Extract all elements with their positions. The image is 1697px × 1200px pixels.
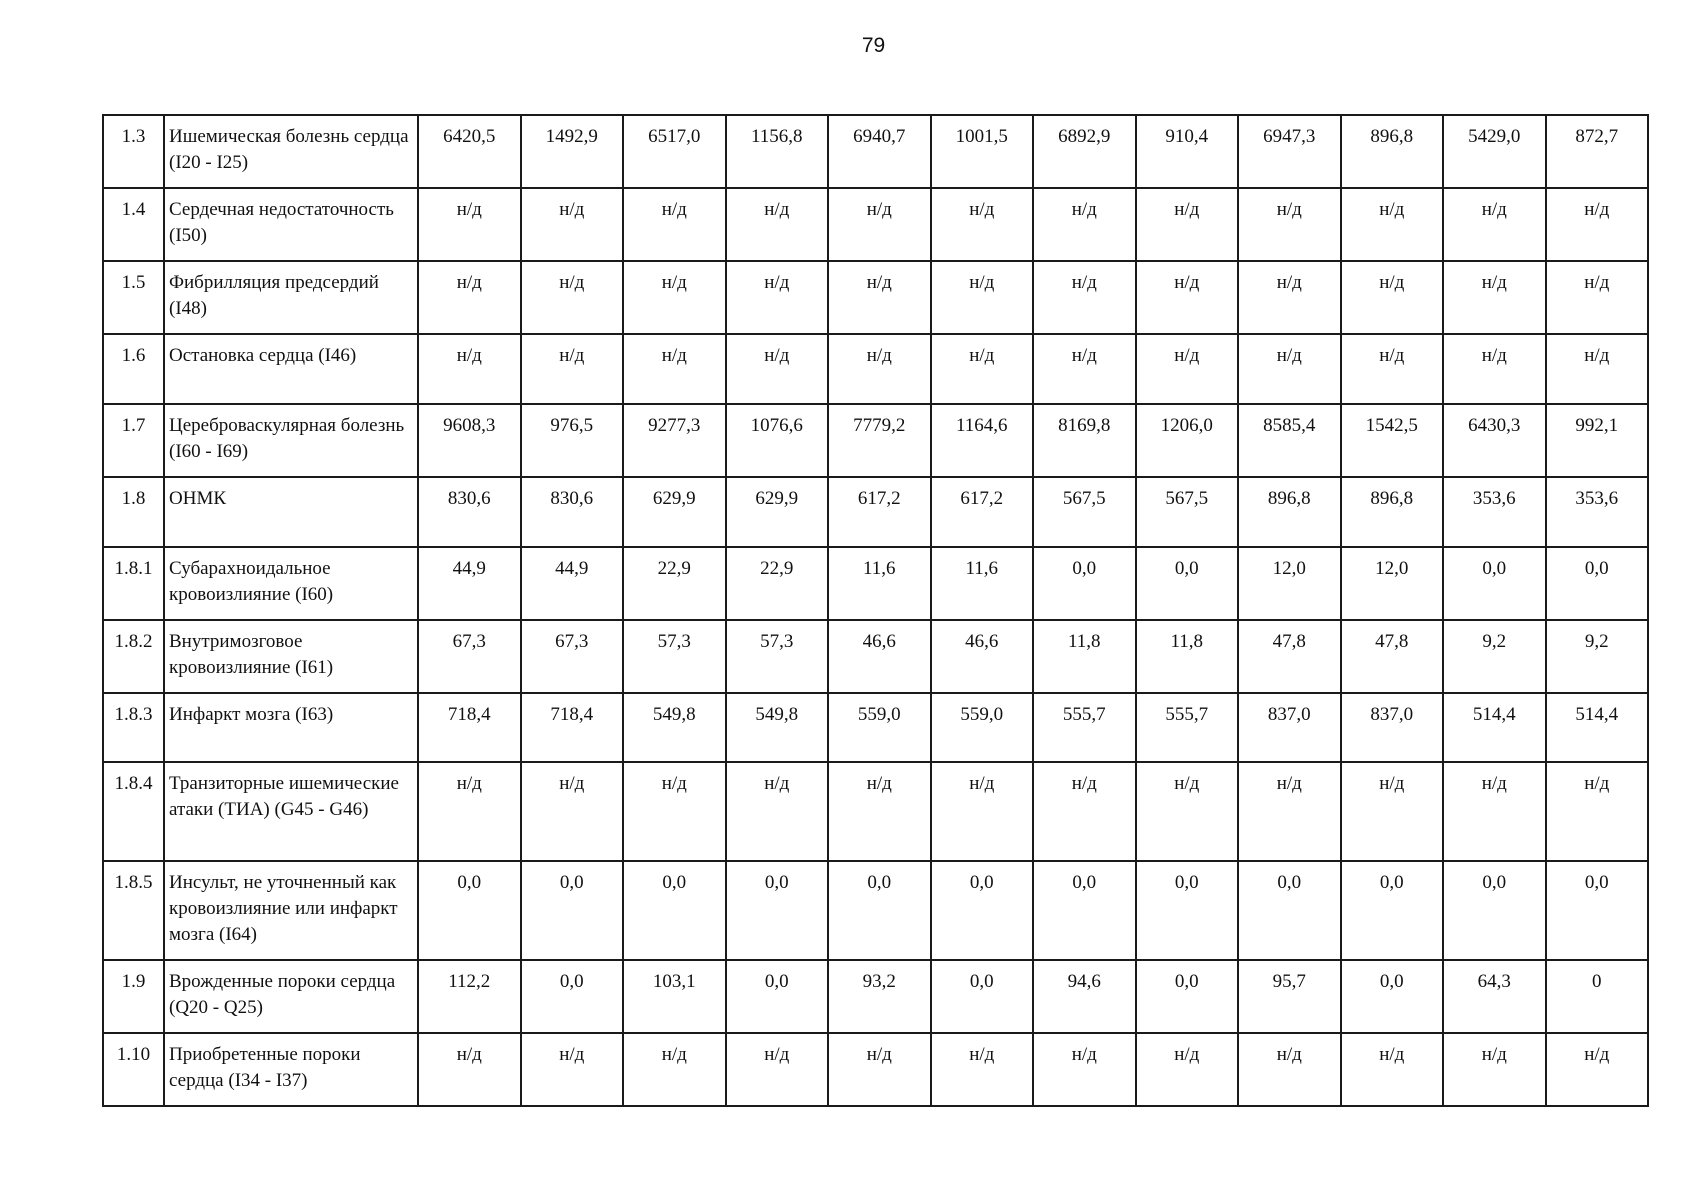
row-value: н/д xyxy=(1443,762,1546,861)
table-row xyxy=(103,115,1648,188)
row-value: н/д xyxy=(1033,261,1136,334)
row-value: н/д xyxy=(931,261,1034,334)
row-value: н/д xyxy=(828,188,931,261)
row-value: н/д xyxy=(1033,762,1136,861)
row-value: 0,0 xyxy=(521,960,624,1033)
row-value: н/д xyxy=(726,1033,829,1106)
row-value: 514,4 xyxy=(1546,693,1649,762)
row-value: 1206,0 xyxy=(1136,404,1239,477)
table-row xyxy=(103,1033,1648,1106)
row-value: 57,3 xyxy=(623,620,726,693)
row-value: 112,2 xyxy=(418,960,521,1033)
row-value: 0,0 xyxy=(521,861,624,960)
row-value: н/д xyxy=(1238,762,1341,861)
row-value: н/д xyxy=(418,762,521,861)
table-row xyxy=(103,693,1648,762)
row-value: 0,0 xyxy=(1136,547,1239,620)
row-value: н/д xyxy=(418,188,521,261)
row-value: 559,0 xyxy=(828,693,931,762)
table-row xyxy=(103,261,1648,334)
row-name: Инфаркт мозга (I63) xyxy=(164,693,418,762)
row-value: 9608,3 xyxy=(418,404,521,477)
row-value: 12,0 xyxy=(1238,547,1341,620)
row-value: 93,2 xyxy=(828,960,931,1033)
row-value: 549,8 xyxy=(726,693,829,762)
row-name: Остановка сердца (I46) xyxy=(164,334,418,404)
row-code: 1.8.3 xyxy=(103,693,164,762)
row-value: 9,2 xyxy=(1443,620,1546,693)
row-name: ОНМК xyxy=(164,477,418,547)
row-code: 1.8.5 xyxy=(103,861,164,960)
row-value: 94,6 xyxy=(1033,960,1136,1033)
row-code: 1.8.1 xyxy=(103,547,164,620)
row-value: 0,0 xyxy=(1443,861,1546,960)
row-value: 11,8 xyxy=(1033,620,1136,693)
row-value: 837,0 xyxy=(1238,693,1341,762)
row-value: н/д xyxy=(1546,334,1649,404)
row-value: н/д xyxy=(1443,188,1546,261)
row-value: н/д xyxy=(1443,1033,1546,1106)
row-value: н/д xyxy=(1136,762,1239,861)
row-value: н/д xyxy=(521,762,624,861)
row-value: 1076,6 xyxy=(726,404,829,477)
row-value: 0,0 xyxy=(726,861,829,960)
row-value: 1164,6 xyxy=(931,404,1034,477)
row-value: 0,0 xyxy=(726,960,829,1033)
row-name: Цереброваскулярная болезнь (I60 - I69) xyxy=(164,404,418,477)
row-value: 837,0 xyxy=(1341,693,1444,762)
row-value: н/д xyxy=(1238,188,1341,261)
row-value: 567,5 xyxy=(1136,477,1239,547)
row-value: 11,6 xyxy=(828,547,931,620)
row-value: 44,9 xyxy=(521,547,624,620)
row-value: 0,0 xyxy=(1341,960,1444,1033)
row-value: н/д xyxy=(828,334,931,404)
table-row xyxy=(103,404,1648,477)
row-value: н/д xyxy=(1443,261,1546,334)
row-name: Фибрилляция предсердий (I48) xyxy=(164,261,418,334)
row-value: 1001,5 xyxy=(931,115,1034,188)
row-value: 6430,3 xyxy=(1443,404,1546,477)
row-value: н/д xyxy=(828,261,931,334)
row-value: 6517,0 xyxy=(623,115,726,188)
row-name: Транзиторные ишемические атаки (ТИА) (G45 - G46) xyxy=(164,762,418,861)
table-body xyxy=(103,115,1648,1106)
row-value: н/д xyxy=(623,261,726,334)
row-value: 11,8 xyxy=(1136,620,1239,693)
row-value: 629,9 xyxy=(623,477,726,547)
row-value: н/д xyxy=(931,334,1034,404)
row-value: 353,6 xyxy=(1546,477,1649,547)
row-value: 46,6 xyxy=(828,620,931,693)
row-value: 8169,8 xyxy=(1033,404,1136,477)
row-value: 22,9 xyxy=(623,547,726,620)
row-value: 6420,5 xyxy=(418,115,521,188)
row-value: 103,1 xyxy=(623,960,726,1033)
row-value: 0,0 xyxy=(418,861,521,960)
row-value: н/д xyxy=(1341,334,1444,404)
row-value: н/д xyxy=(726,762,829,861)
row-value: 44,9 xyxy=(418,547,521,620)
table-row xyxy=(103,960,1648,1033)
row-value: 0,0 xyxy=(1443,547,1546,620)
row-value: 0,0 xyxy=(1341,861,1444,960)
row-value: н/д xyxy=(418,1033,521,1106)
row-value: 617,2 xyxy=(828,477,931,547)
row-value: н/д xyxy=(1546,1033,1649,1106)
table-row xyxy=(103,477,1648,547)
row-value: н/д xyxy=(1341,261,1444,334)
row-value: н/д xyxy=(521,188,624,261)
row-value: 12,0 xyxy=(1341,547,1444,620)
row-value: 976,5 xyxy=(521,404,624,477)
row-value: 0,0 xyxy=(1033,861,1136,960)
row-code: 1.5 xyxy=(103,261,164,334)
row-value: 555,7 xyxy=(1136,693,1239,762)
row-value: н/д xyxy=(931,762,1034,861)
row-name: Сердечная недостаточность (I50) xyxy=(164,188,418,261)
row-value: 514,4 xyxy=(1443,693,1546,762)
row-code: 1.6 xyxy=(103,334,164,404)
row-value: 896,8 xyxy=(1341,477,1444,547)
row-value: 1492,9 xyxy=(521,115,624,188)
row-value: 47,8 xyxy=(1341,620,1444,693)
row-value: н/д xyxy=(521,1033,624,1106)
table-row xyxy=(103,547,1648,620)
row-value: н/д xyxy=(623,762,726,861)
row-value: 0,0 xyxy=(1238,861,1341,960)
row-value: н/д xyxy=(1033,334,1136,404)
row-value: н/д xyxy=(1238,1033,1341,1106)
row-value: н/д xyxy=(1033,188,1136,261)
row-value: н/д xyxy=(1341,762,1444,861)
row-value: н/д xyxy=(931,1033,1034,1106)
row-value: 7779,2 xyxy=(828,404,931,477)
row-value: 896,8 xyxy=(1238,477,1341,547)
row-value: 559,0 xyxy=(931,693,1034,762)
row-value: 1542,5 xyxy=(1341,404,1444,477)
row-value: 718,4 xyxy=(521,693,624,762)
row-value: н/д xyxy=(1341,1033,1444,1106)
row-value: н/д xyxy=(1341,188,1444,261)
row-value: 11,6 xyxy=(931,547,1034,620)
row-code: 1.8.2 xyxy=(103,620,164,693)
row-value: 0,0 xyxy=(828,861,931,960)
row-value: 0,0 xyxy=(623,861,726,960)
page-number: 79 xyxy=(861,34,886,57)
row-code: 1.7 xyxy=(103,404,164,477)
row-value: 0,0 xyxy=(1033,547,1136,620)
row-value: 22,9 xyxy=(726,547,829,620)
row-code: 1.10 xyxy=(103,1033,164,1106)
row-value: 9,2 xyxy=(1546,620,1649,693)
row-value: н/д xyxy=(931,188,1034,261)
row-value: 95,7 xyxy=(1238,960,1341,1033)
row-value: 896,8 xyxy=(1341,115,1444,188)
row-name: Инсульт, не уточненный как кровоизлияние или инфаркт мозга (I64) xyxy=(164,861,418,960)
table-row xyxy=(103,762,1648,861)
row-value: 830,6 xyxy=(521,477,624,547)
row-name: Врожденные пороки сердца (Q20 - Q25) xyxy=(164,960,418,1033)
row-value: 57,3 xyxy=(726,620,829,693)
row-value: 617,2 xyxy=(931,477,1034,547)
statistics-table xyxy=(102,114,1649,1107)
row-value: н/д xyxy=(1136,188,1239,261)
row-value: н/д xyxy=(1033,1033,1136,1106)
row-value: н/д xyxy=(418,334,521,404)
row-value: н/д xyxy=(623,1033,726,1106)
row-value: н/д xyxy=(521,334,624,404)
table-row xyxy=(103,334,1648,404)
row-value: н/д xyxy=(1546,188,1649,261)
row-value: 549,8 xyxy=(623,693,726,762)
row-value: н/д xyxy=(828,1033,931,1106)
row-value: н/д xyxy=(521,261,624,334)
row-value: 830,6 xyxy=(418,477,521,547)
row-value: 910,4 xyxy=(1136,115,1239,188)
row-value: н/д xyxy=(1546,762,1649,861)
row-value: н/д xyxy=(726,261,829,334)
row-value: 872,7 xyxy=(1546,115,1649,188)
row-value: н/д xyxy=(418,261,521,334)
row-value: 0,0 xyxy=(1136,861,1239,960)
row-value: 0,0 xyxy=(1546,861,1649,960)
row-value: н/д xyxy=(623,188,726,261)
row-value: н/д xyxy=(1136,1033,1239,1106)
row-value: 992,1 xyxy=(1546,404,1649,477)
row-value: 6947,3 xyxy=(1238,115,1341,188)
row-value: н/д xyxy=(1546,261,1649,334)
row-name: Приобретенные пороки сердца (I34 - I37) xyxy=(164,1033,418,1106)
table-row xyxy=(103,188,1648,261)
row-value: 64,3 xyxy=(1443,960,1546,1033)
row-code: 1.8 xyxy=(103,477,164,547)
row-value: 46,6 xyxy=(931,620,1034,693)
table-row xyxy=(103,620,1648,693)
row-value: 67,3 xyxy=(418,620,521,693)
row-value: н/д xyxy=(623,334,726,404)
row-value: н/д xyxy=(726,188,829,261)
row-value: н/д xyxy=(726,334,829,404)
row-value: 0,0 xyxy=(931,960,1034,1033)
row-value: 567,5 xyxy=(1033,477,1136,547)
row-value: 8585,4 xyxy=(1238,404,1341,477)
row-value: 0 xyxy=(1546,960,1649,1033)
row-code: 1.8.4 xyxy=(103,762,164,861)
row-value: 5429,0 xyxy=(1443,115,1546,188)
row-value: 555,7 xyxy=(1033,693,1136,762)
row-value: 47,8 xyxy=(1238,620,1341,693)
row-value: 629,9 xyxy=(726,477,829,547)
row-value: н/д xyxy=(1238,334,1341,404)
row-value: 9277,3 xyxy=(623,404,726,477)
row-value: 0,0 xyxy=(1136,960,1239,1033)
row-value: н/д xyxy=(1136,261,1239,334)
row-value: 718,4 xyxy=(418,693,521,762)
row-name: Внутримозговое кровоизлияние (I61) xyxy=(164,620,418,693)
row-code: 1.3 xyxy=(103,115,164,188)
row-value: 1156,8 xyxy=(726,115,829,188)
row-value: н/д xyxy=(828,762,931,861)
row-value: н/д xyxy=(1238,261,1341,334)
row-value: 67,3 xyxy=(521,620,624,693)
table-row xyxy=(103,861,1648,960)
row-value: 0,0 xyxy=(1546,547,1649,620)
row-code: 1.9 xyxy=(103,960,164,1033)
row-value: н/д xyxy=(1136,334,1239,404)
row-value: 6892,9 xyxy=(1033,115,1136,188)
row-value: н/д xyxy=(1443,334,1546,404)
row-value: 6940,7 xyxy=(828,115,931,188)
row-name: Субарахноидальное кровоизлияние (I60) xyxy=(164,547,418,620)
row-value: 0,0 xyxy=(931,861,1034,960)
row-value: 353,6 xyxy=(1443,477,1546,547)
row-code: 1.4 xyxy=(103,188,164,261)
row-name: Ишемическая болезнь сердца (I20 - I25) xyxy=(164,115,418,188)
